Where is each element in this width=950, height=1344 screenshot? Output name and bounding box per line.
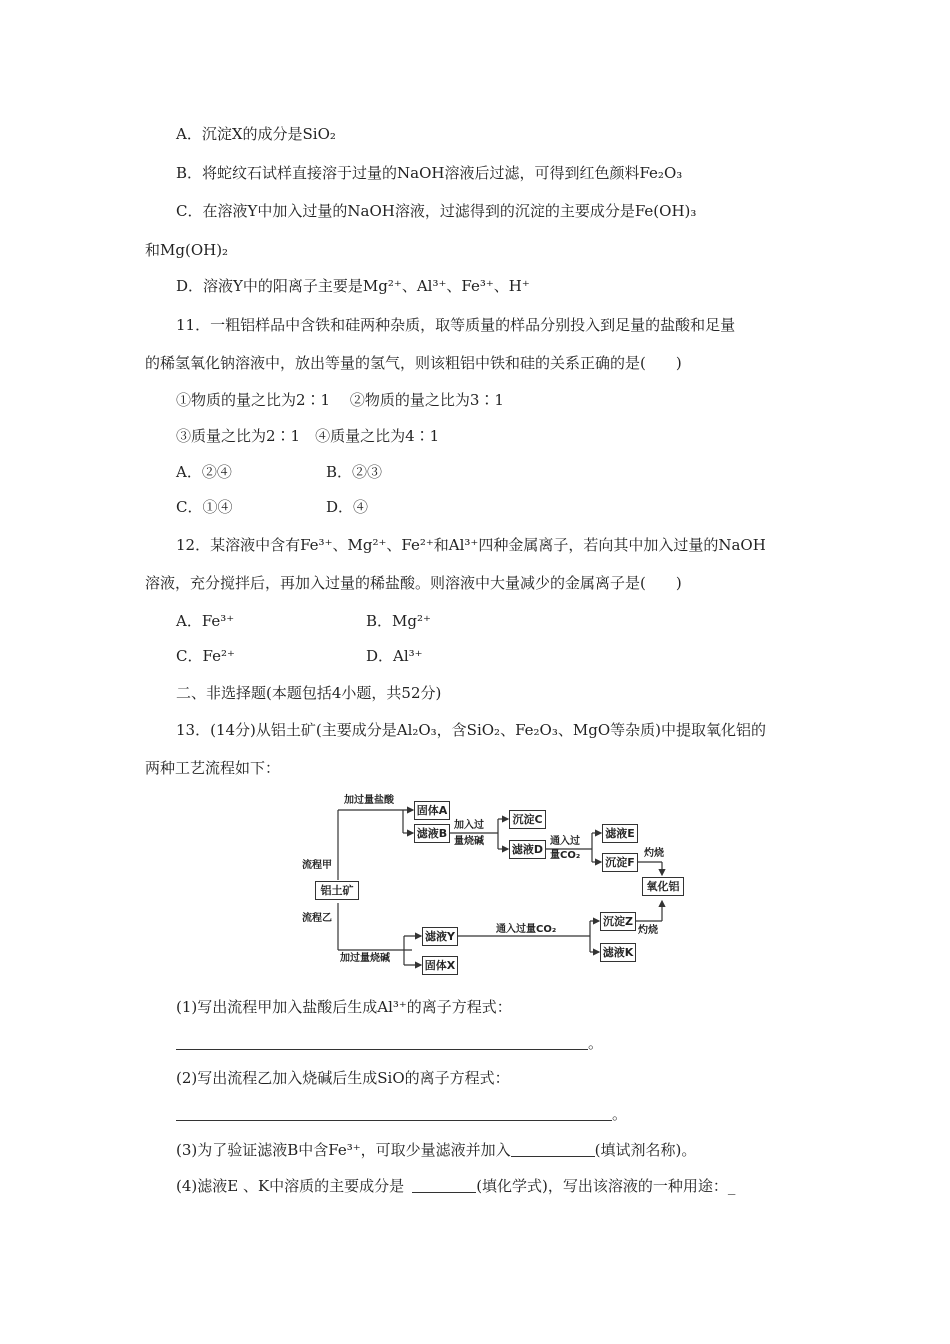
q13-part-4	[176, 1176, 735, 1196]
q10-option-a: A．沉淀X的成分是SiO₂	[176, 125, 336, 143]
section-heading: 二、非选择题(本题包括4小题，共52分)	[176, 684, 442, 702]
q12-option-d: D．Al³⁺	[366, 647, 423, 665]
q13-part-4-text-b: (填化学式)，写出该溶液的一种用途：	[476, 1177, 728, 1195]
route-jia-label: 流程甲	[302, 860, 332, 871]
q11-option-d: D．④	[326, 498, 369, 516]
q11-option-a: A．②④	[176, 463, 232, 481]
q13-part-3-text-b: (填试剂名称)。	[594, 1141, 697, 1159]
q12-option-c: C．Fe²⁺	[176, 647, 235, 665]
q13-part-2: (2)写出流程乙加入烧碱后生成SiO的离子方程式：	[176, 1069, 510, 1087]
q13-part-2-end: 。	[612, 1105, 628, 1123]
q12-stem: 12．某溶液中含有Fe³⁺、Mg²⁺、Fe²⁺和Al³⁺四种金属离子，若向其中加入过量的NaOH	[176, 536, 766, 554]
node-precip-c: 沉淀C	[509, 810, 546, 829]
q10-option-c: C．在溶液Y中加入过量的NaOH溶液，过滤得到的沉淀的主要成分是Fe(OH)₃	[176, 202, 697, 220]
q12-option-b: B．Mg²⁺	[366, 612, 431, 630]
q13-part-3-text-a: (3)为了验证滤液B中含Fe³⁺，可取少量滤液并加入	[176, 1141, 511, 1159]
label-add-hcl: 加过量盐酸	[344, 795, 394, 806]
q13-part-4-text-a: (4)滤液E 、K中溶质的主要成分是	[176, 1177, 405, 1195]
answer-blank-1[interactable]	[176, 1035, 588, 1050]
q13-part-3	[176, 1140, 696, 1160]
label-co2-1b: 量CO₂	[550, 850, 581, 861]
q10-option-c-cont: 和Mg(OH)₂	[145, 241, 229, 259]
q11-option-b: B．②③	[326, 463, 383, 481]
process-flowchart	[300, 795, 680, 980]
label-calcine-2: 灼烧	[638, 925, 658, 936]
node-solid-a: 固体A	[414, 801, 450, 820]
q13-part-1-end: 。	[588, 1034, 604, 1052]
q10-option-d: D．溶液Y中的阳离子主要是Mg²⁺、Al³⁺、Fe³⁺、H⁺	[176, 277, 530, 295]
node-bauxite: 铝土矿	[315, 881, 359, 900]
node-filtrate-e: 滤液E	[602, 824, 638, 843]
label-co2-1a: 通入过	[550, 836, 580, 847]
route-yi-label: 流程乙	[302, 913, 332, 924]
node-filtrate-y: 滤液Y	[422, 927, 458, 946]
q12-option-a: A．Fe³⁺	[176, 612, 235, 630]
q11-choice-row-1: ①物质的量之比为2∶1 ②物质的量之比为3∶1	[176, 391, 504, 409]
node-filtrate-d: 滤液D	[509, 840, 546, 859]
node-precip-z: 沉淀Z	[600, 912, 636, 931]
q13-part-1: (1)写出流程甲加入盐酸后生成Al³⁺的离子方程式：	[176, 998, 512, 1016]
q13-stem-cont: 两种工艺流程如下：	[145, 759, 281, 777]
node-solid-x: 固体X	[422, 956, 458, 975]
q12-stem-cont: 溶液，充分搅拌后，再加入过量的稀盐酸。则溶液中大量减少的金属离子是( )	[145, 574, 682, 592]
label-co2-2: 通入过量CO₂	[496, 924, 557, 935]
answer-blank-4[interactable]	[412, 1178, 476, 1193]
q13-part-1-answer-line	[176, 1033, 603, 1053]
answer-blank-2[interactable]	[176, 1106, 612, 1121]
q13-part-2-answer-line	[176, 1104, 627, 1124]
q11-stem: 11．一粗铝样品中含铁和硅两种杂质，取等质量的样品分别投入到足量的盐酸和足量	[176, 316, 736, 334]
label-add-naoh-1: 加入过	[454, 820, 484, 831]
q13-part-4-end: _	[727, 1177, 736, 1195]
label-add-naoh-2: 量烧碱	[454, 836, 484, 847]
q10-option-b: B．将蛇纹石试样直接溶于过量的NaOH溶液后过滤，可得到红色颜料Fe₂O₃	[176, 164, 683, 182]
node-filtrate-b: 滤液B	[414, 824, 450, 843]
q11-stem-cont: 的稀氢氧化钠溶液中，放出等量的氢气，则该粗铝中铁和硅的关系正确的是( )	[145, 354, 682, 372]
label-calcine-1: 灼烧	[644, 848, 664, 859]
node-alumina: 氧化铝	[642, 877, 684, 896]
q11-choice-row-2: ③质量之比为2∶1 ④质量之比为4∶1	[176, 427, 440, 445]
label-add-naoh-yi: 加过量烧碱	[340, 953, 390, 964]
q13-stem: 13．(14分)从铝土矿(主要成分是Al₂O₃，含SiO₂、Fe₂O₃、MgO等杂质)中提取氧化铝的	[176, 721, 766, 739]
node-filtrate-k: 滤液K	[600, 943, 636, 962]
q11-option-c: C．①④	[176, 498, 233, 516]
node-precip-f: 沉淀F	[602, 853, 638, 872]
answer-blank-3[interactable]	[511, 1142, 595, 1157]
